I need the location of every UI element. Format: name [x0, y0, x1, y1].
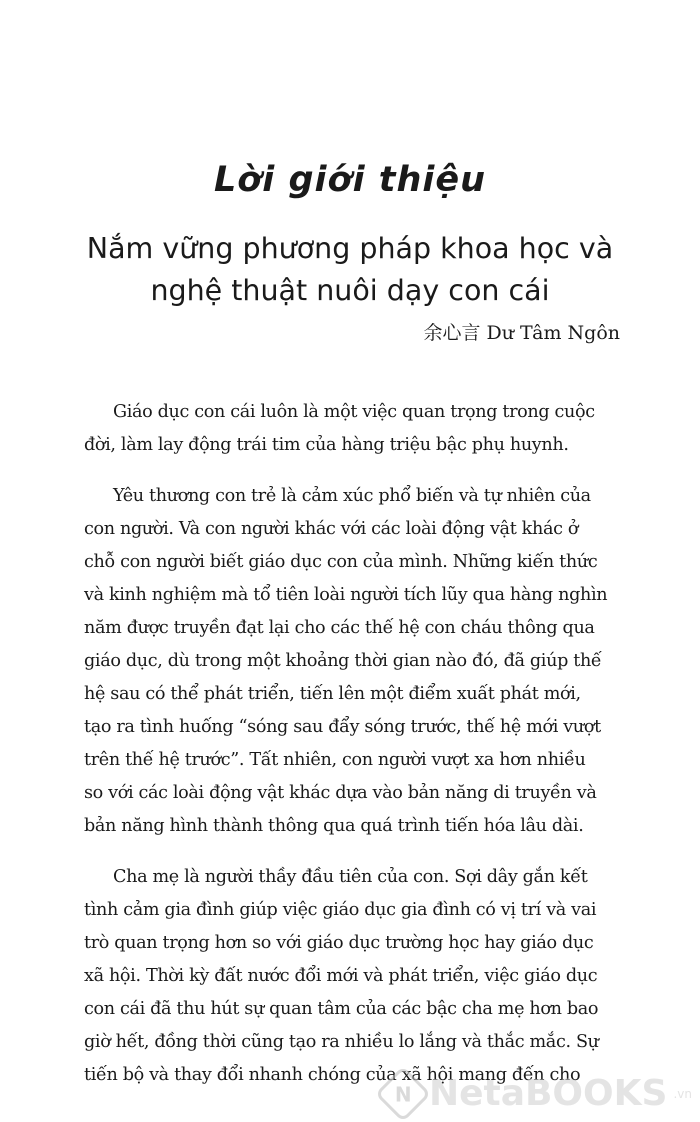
text-line: Cha mẹ là người thầy đầu tiên của con. Sợi dây gắn kết — [113, 867, 588, 887]
text-line: tạo ra tình huống “sóng sau đẩy sóng trước, thế hệ mới vượt — [84, 717, 601, 737]
subtitle-line: nghệ thuật nuôi dạy con cái — [150, 274, 550, 307]
subtitle-line: Nắm vững phương pháp khoa học và — [86, 232, 614, 265]
n-logo-icon: N — [375, 1065, 432, 1122]
text-line: Yêu thương con trẻ là cảm xúc phổ biến và tự nhiên của — [113, 486, 591, 506]
text-line: năm được truyền đạt lại cho các thế hệ con cháu thông qua — [84, 618, 595, 638]
body-text — [84, 396, 626, 1092]
text-line: con cái đã thu hút sự quan tâm của các bậc cha mẹ hơn bao — [84, 999, 599, 1019]
text-line: con người. Và con người khác với các loài động vật khác ở — [84, 519, 579, 539]
text-line: bản năng hình thành thông qua quá trình tiến hóa lâu dài. — [84, 816, 584, 836]
text-line: trên thế hệ trước”. Tất nhiên, con người vượt xa hơn nhiều — [84, 750, 586, 770]
text-line: hệ sau có thể phát triển, tiến lên một điểm xuất phát mới, — [84, 684, 581, 704]
paragraph — [84, 396, 626, 462]
text-line: và kinh nghiệm mà tổ tiên loài người tích lũy qua hàng nghìn — [84, 585, 608, 605]
text-line: Giáo dục con cái luôn là một việc quan trọng trong cuộc — [113, 402, 595, 422]
text-line: giáo dục, dù trong một khoảng thời gian nào đó, đã giúp thế — [84, 651, 602, 671]
chapter-title: Lời giới thiệu — [213, 160, 487, 200]
text-line: giờ hết, đồng thời cũng tạo ra nhiều lo lắng và thắc mắc. Sự — [84, 1032, 599, 1052]
paragraph — [84, 861, 626, 1092]
text-line: trò quan trọng hơn so với giáo dục trường học hay giáo dục — [84, 933, 594, 953]
text-line: so với các loài động vật khác dựa vào bản năng di truyền và — [84, 783, 597, 803]
text-line: đời, làm lay động trái tim của hàng triệu bậc phụ huynh. — [84, 435, 569, 455]
text-line: xã hội. Thời kỳ đất nước đổi mới và phát triển, việc giáo dục — [84, 966, 598, 986]
chapter-subtitle — [0, 228, 700, 312]
paragraph — [84, 480, 626, 843]
text-line: tiến bộ và thay đổi nhanh chóng của xã hội mang đến cho — [84, 1065, 581, 1085]
watermark-text: NetaBOOKS — [428, 1073, 668, 1114]
publisher-watermark — [383, 1073, 692, 1114]
text-line: chỗ con người biết giáo dục con của mình. Những kiến thức — [84, 552, 598, 572]
author-credit: 余心言 Dư Tâm Ngôn — [423, 322, 620, 344]
watermark-suffix: .vn — [673, 1086, 692, 1101]
text-line: tình cảm gia đình giúp việc giáo dục gia đình có vị trí và vai — [84, 900, 597, 920]
